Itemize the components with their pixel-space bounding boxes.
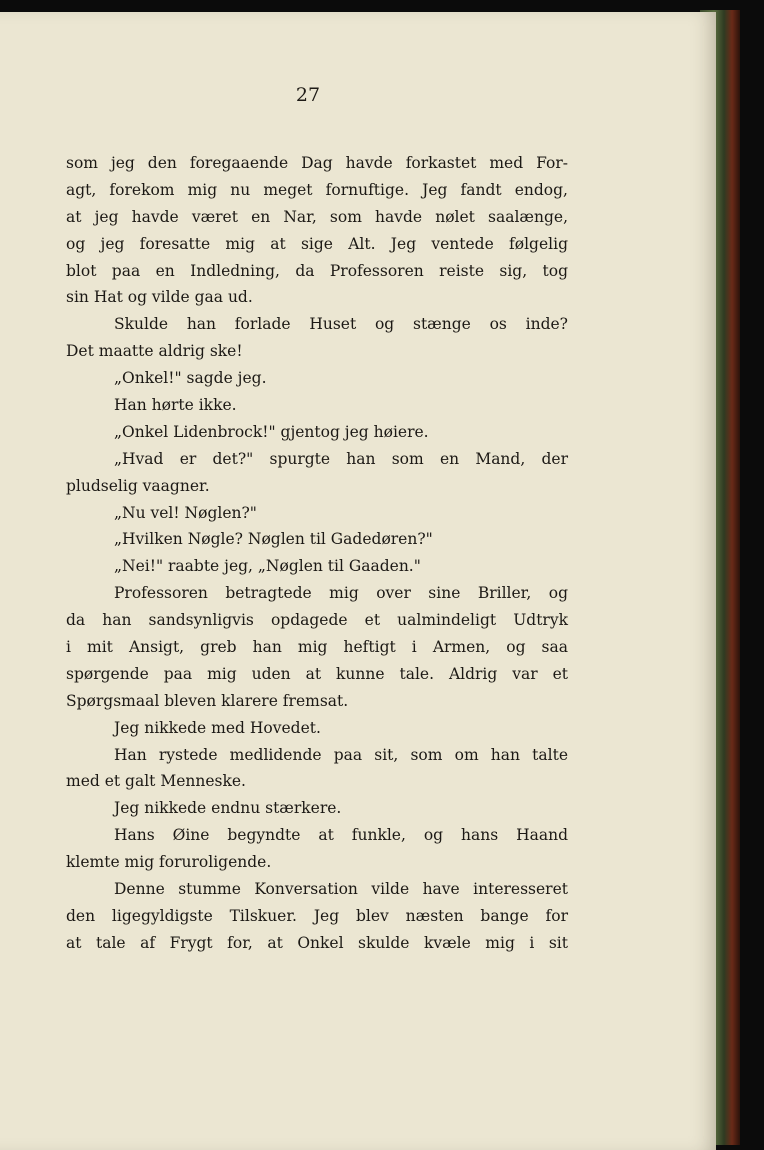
text-line: „Onkel!" sagde jeg. bbox=[114, 369, 267, 388]
text-line: „Hvad er det?" spurgte han som en Mand, der bbox=[114, 449, 568, 468]
text-line: pludselig vaagner. bbox=[66, 476, 210, 495]
text-line: og jeg foresatte mig at sige Alt. Jeg ventede følgelig bbox=[66, 234, 568, 253]
text-line: agt, forekom mig nu meget fornuftige. Jeg fandt endog, bbox=[66, 180, 568, 199]
body-text bbox=[66, 150, 568, 957]
text-line: „Nu vel! Nøglen?" bbox=[114, 503, 257, 522]
text-line: som jeg den foregaaende Dag havde forkastet med For- bbox=[66, 154, 568, 172]
text-line: Spørgsmaal bleven klarere fremsat. bbox=[66, 691, 349, 710]
text-line: Jeg nikkede med Hovedet. bbox=[114, 718, 321, 737]
text-line: Hans Øine begyndte at funkle, og hans Haand bbox=[114, 826, 568, 845]
text-line: „Nei!" raabte jeg, „Nøglen til Gaaden." bbox=[114, 557, 421, 576]
text-line: Han rystede medlidende paa sit, som om han talte bbox=[114, 745, 568, 764]
book-page bbox=[0, 12, 716, 1150]
text-line: blot paa en Indledning, da Professoren reiste sig, tog bbox=[66, 261, 568, 280]
text-line: spørgende paa mig uden at kunne tale. Aldrig var et bbox=[66, 664, 568, 683]
text-line: at tale af Frygt for, at Onkel skulde kvæle mig i sit bbox=[66, 933, 568, 952]
text-line: Skulde han forlade Huset og stænge os inde? bbox=[114, 315, 568, 334]
text-line: Jeg nikkede endnu stærkere. bbox=[114, 799, 342, 818]
text-line: i mit Ansigt, greb han mig heftigt i Armen, og saa bbox=[66, 638, 568, 657]
text-line: at jeg havde været en Nar, som havde nølet saalænge, bbox=[66, 207, 568, 226]
text-line: Professoren betragtede mig over sine Briller, og bbox=[114, 584, 568, 603]
text-line: da han sandsynligvis opdagede et ualmindeligt Udtryk bbox=[66, 611, 568, 630]
text-line: „Onkel Lidenbrock!" gjentog jeg høiere. bbox=[114, 422, 429, 441]
page-number: 27 bbox=[295, 84, 321, 106]
text-line: Denne stumme Konversation vilde have interesseret bbox=[114, 880, 568, 899]
text-line: „Hvilken Nøgle? Nøglen til Gadedøren?" bbox=[114, 530, 433, 549]
text-line: Han hørte ikke. bbox=[114, 396, 237, 415]
text-line: med et galt Menneske. bbox=[66, 772, 246, 791]
text-line: sin Hat og vilde gaa ud. bbox=[66, 288, 253, 307]
text-line: den ligegyldigste Tilskuer. Jeg blev næsten bange for bbox=[66, 906, 568, 925]
text-line: klemte mig foruroligende. bbox=[66, 853, 272, 872]
text-line: Det maatte aldrig ske! bbox=[66, 342, 243, 361]
